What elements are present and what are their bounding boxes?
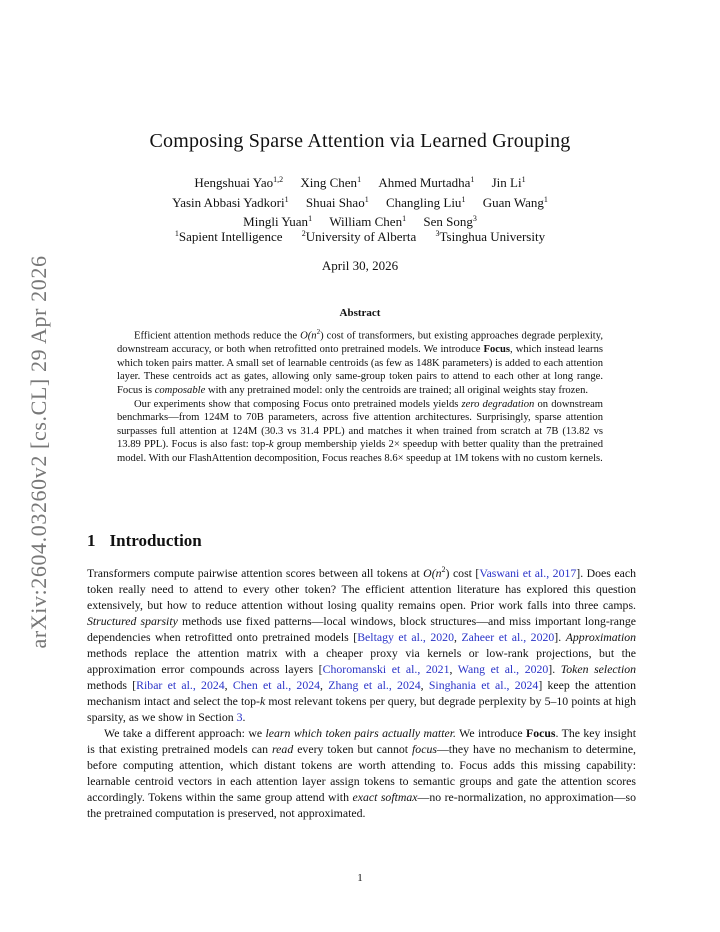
citation-link[interactable]: Singhania et al., 2024 <box>428 677 539 692</box>
author-row-2 <box>0 192 720 212</box>
citation-link[interactable]: Zhang et al., 2024 <box>328 677 421 692</box>
author-row-1 <box>0 172 720 192</box>
abstract-body <box>117 326 603 465</box>
citation-link[interactable]: Vaswani et al., 2017 <box>479 565 577 580</box>
author: Ahmed Murtadha$^1$ <box>378 175 475 190</box>
author: Jin Li$^1$ <box>491 175 526 190</box>
abstract-paragraph-2: Our experiments show that composing Focus onto pretrained models yields zero degradation on downstream benchmarks—from 124M to 70B parameters, across five attention architectures. Surprisingly, sparse attention surpasses full attention at 124M (30.3 vs 31.4 PPL) and matches it when trained from scratch at 7B (13.82 vs 13.89 PPL). Focus is also fast: top-k group membership yields 2× speedup with better quality than the pretrained model. With our FlashAttention decomposition, Focus reaches 8.6× speedup at 1M tokens with no custom kernels. <box>117 398 604 464</box>
intro-paragraph-1: Transformers compute pairwise attention scores between all tokens at $O(n^2)$ cost [Vaswani et al., 2017]. Does each token really need to attend to every other token? The efficient attention literature has explored this question extensively, but how to reduce attention without losing quality remains open. Prior work falls into three camps. Structured sparsity methods use fixed patterns—local windows, block structures—and miss important long-range dependencies when retrofitted onto pretrained models [Beltagy et al., 2020, Zaheer et al., 2020]. Approximation methods replace the attention matrix with a cheaper proxy via kernels or low-rank projections, but the approximation error compounds across layers [Choromanski et al., 2021, Wang et al., 2020]. Token selection methods [Ribar et al., 2024, Chen et al., 2024, Zhang et al., 2024, Singhania et al., 2024] keep the attention mechanism intact and select the top-k most relevant tokens per query, but degrade perplexity by 5–10 points at high sparsity, as we show in Section 3. <box>87 565 637 724</box>
citation-link[interactable]: Beltagy et al., 2020 <box>357 629 454 644</box>
publication-date: April 30, 2026 <box>321 258 399 273</box>
author: Changling Liu$^1$ <box>385 194 466 210</box>
author: Shuai Shao$^1$ <box>305 194 369 210</box>
citation-link[interactable]: Ribar et al., 2024 <box>136 677 225 692</box>
author: Hengshuai Yao$^{1,2}$ <box>194 175 284 190</box>
author-row-3 <box>0 211 720 231</box>
citation-link[interactable]: Chen et al., 2024 <box>232 677 321 692</box>
paper-title: Composing Sparse Attention via Learned Grouping <box>149 130 571 152</box>
author: Guan Wang$^1$ <box>482 194 548 210</box>
abstract-paragraph-1: Efficient attention methods reduce the $O(n^2)$ cost of transformers, but existing approaches degrade perplexity, downstream accuracy, or both when retrofitted onto pretrained models. We introduce Focus, which instead learns which token pairs matter. A small set of learnable centroids (as few as 148K parameters) is added to each attention layer. These centroids act as gates, allowing only same-group token pairs to attend to each other at long range. Focus is composable with any pretrained model: only the centroids are trained; all original weights stay frozen. <box>117 328 603 396</box>
page-number: 1 <box>357 872 363 884</box>
introduction-body <box>87 562 636 821</box>
intro-paragraph-2: We take a different approach: we learn which token pairs actually matter. We introduce Focus. The key insight is that existing pretrained models can read every token but cannot focus—they have no mechanism to determine, before computing attention, which distant tokens are worth attending to. Focus adds this missing capability: learnable centroid vectors in each attention layer assign tokens to semantic groups and gate the attention scores accordingly. Tokens within the same group attend with exact softmax—no re-normalization, no approximation—so the pretrained computation is preserved, not approximated. <box>87 725 637 820</box>
affiliation: $^3$Tsinghua University <box>435 229 546 244</box>
citation-link[interactable]: Zaheer et al., 2020 <box>461 629 555 644</box>
citation-link[interactable]: Wang et al., 2020 <box>457 661 549 676</box>
author: William Chen$^1$ <box>329 214 407 229</box>
citation-link[interactable]: Choromanski et al., 2021 <box>322 661 450 676</box>
abstract-heading: Abstract <box>339 307 381 319</box>
section-heading: 1 Introduction <box>87 531 202 550</box>
author: Sen Song$^3$ <box>423 214 477 229</box>
author: Mingli Yuan$^1$ <box>243 214 313 229</box>
arxiv-identifier-stamp: arXiv:2604.03260v2 [cs.CL] 29 Apr 2026 <box>26 255 51 649</box>
section-reference-link[interactable]: 3 <box>236 709 243 724</box>
author-list <box>0 172 720 231</box>
affiliation: $^2$University of Alberta <box>301 229 417 244</box>
affiliation: $^1$Sapient Intelligence <box>174 229 283 244</box>
author: Xing Chen$^1$ <box>300 175 362 190</box>
author: Yasin Abbasi Yadkori$^1$ <box>172 194 289 210</box>
affiliations <box>0 229 720 245</box>
